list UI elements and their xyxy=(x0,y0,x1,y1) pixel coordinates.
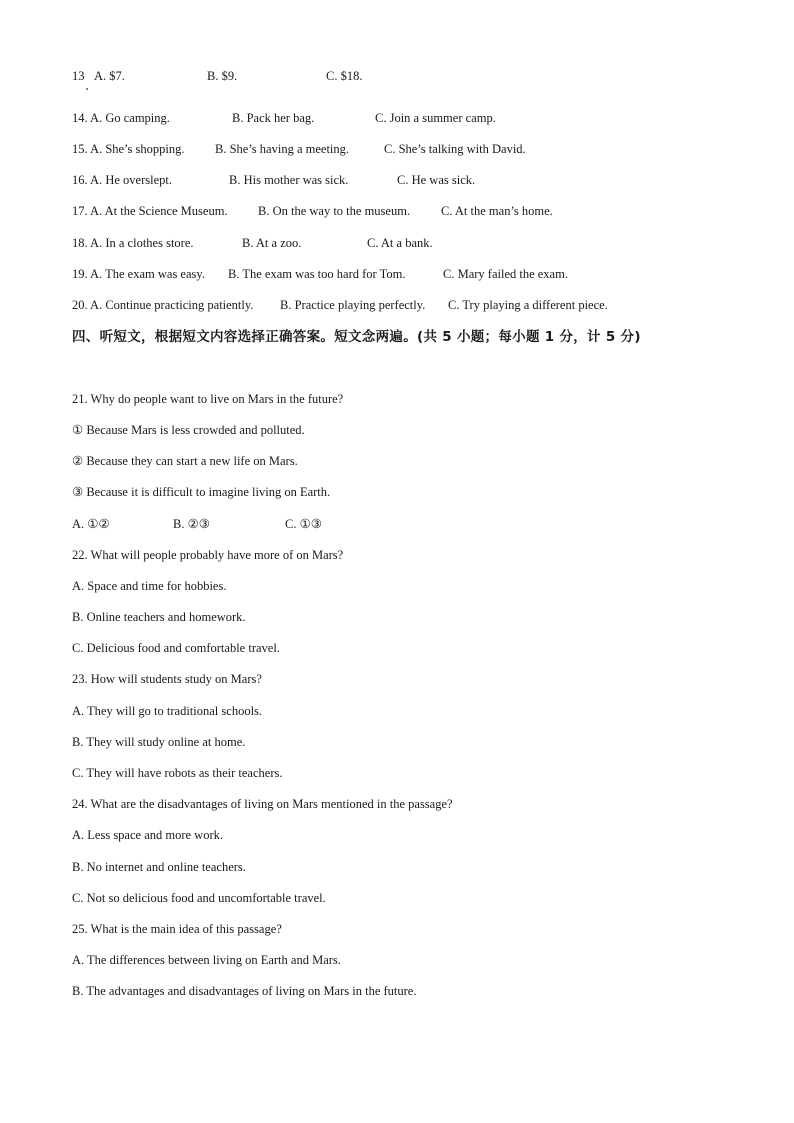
question-15-option-b: B. She’s having a meeting. xyxy=(215,142,350,156)
question-20-option-c: C. Try playing a different piece. xyxy=(448,298,608,312)
question-17-option-b: B. On the way to the museum. xyxy=(258,204,411,218)
question-23-option-b: B. They will study online at home. xyxy=(72,735,246,749)
question-14-option-c: C. Join a summer camp. xyxy=(375,111,496,125)
question-24-stem: 24. What are the disadvantages of living on Mars mentioned in the passage? xyxy=(72,797,453,811)
question-21-stem: 21. Why do people want to live on Mars in the future? xyxy=(72,392,344,406)
question-15-option-a: 15. A. She’s shopping. xyxy=(72,142,185,156)
question-23-option-c: C. They will have robots as their teachers. xyxy=(72,766,283,780)
question-16-option-c: C. He was sick. xyxy=(397,173,476,187)
question-25-option-a: A. The differences between living on Earth and Mars. xyxy=(72,953,341,967)
question-20-option-a: 20. A. Continue practicing patiently. xyxy=(72,298,254,312)
question-21-statement-1: ① Because Mars is less crowded and polluted. xyxy=(72,423,305,437)
question-18-option-c: C. At a bank. xyxy=(367,236,433,250)
question-21-option-c: C. ①③ xyxy=(285,517,322,531)
question-18-option-a: 18. A. In a clothes store. xyxy=(72,236,194,250)
question-14-option-b: B. Pack her bag. xyxy=(232,111,315,125)
question-18-option-b: B. At a zoo. xyxy=(242,236,302,250)
question-24-option-b: B. No internet and online teachers. xyxy=(72,860,246,874)
question-24-option-a: A. Less space and more work. xyxy=(72,828,223,842)
question-17-option-c: C. At the man’s home. xyxy=(441,204,553,218)
question-13-option-c: C. $18. xyxy=(326,69,363,83)
question-25-stem: 25. What is the main idea of this passage? xyxy=(72,922,282,936)
question-19-option-b: B. The exam was too hard for Tom. xyxy=(228,267,406,281)
question-24-option-c: C. Not so delicious food and uncomfortable travel. xyxy=(72,891,326,905)
question-25-option-b: B. The advantages and disadvantages of living on Mars in the future. xyxy=(72,984,417,998)
question-13-option-a: A. $7. xyxy=(94,69,125,83)
question-22-option-a: A. Space and time for hobbies. xyxy=(72,579,227,593)
question-16-option-a: 16. A. He overslept. xyxy=(72,173,172,187)
question-21-option-b: B. ②③ xyxy=(173,517,210,531)
question-19-option-c: C. Mary failed the exam. xyxy=(443,267,568,281)
stray-dot-mark xyxy=(86,88,88,90)
question-14-option-a: 14. A. Go camping. xyxy=(72,111,170,125)
question-19-option-a: 19. A. The exam was easy. xyxy=(72,267,205,281)
question-23-stem: 23. How will students study on Mars? xyxy=(72,672,262,686)
section-4-heading: 四、听短文，根据短文内容选择正确答案。短文念两遍。(共 5 小题；每小题 1 分，计 5 分) xyxy=(72,329,641,345)
question-21-option-a: A. ①② xyxy=(72,517,110,531)
question-16-option-b: B. His mother was sick. xyxy=(229,173,349,187)
question-23-option-a: A. They will go to traditional schools. xyxy=(72,704,263,718)
question-20-option-b: B. Practice playing perfectly. xyxy=(280,298,426,312)
question-21-statement-3: ③ Because it is difficult to imagine living on Earth. xyxy=(72,485,331,499)
question-22-stem: 22. What will people probably have more of on Mars? xyxy=(72,548,344,562)
question-13-option-b: B. $9. xyxy=(207,69,238,83)
question-22-option-c: C. Delicious food and comfortable travel. xyxy=(72,641,280,655)
question-21-statement-2: ② Because they can start a new life on Mars. xyxy=(72,454,298,468)
question-13-number: 13 xyxy=(72,69,85,83)
question-15-option-c: C. She’s talking with David. xyxy=(384,142,526,156)
question-22-option-b: B. Online teachers and homework. xyxy=(72,610,246,624)
question-17-option-a: 17. A. At the Science Museum. xyxy=(72,204,228,218)
